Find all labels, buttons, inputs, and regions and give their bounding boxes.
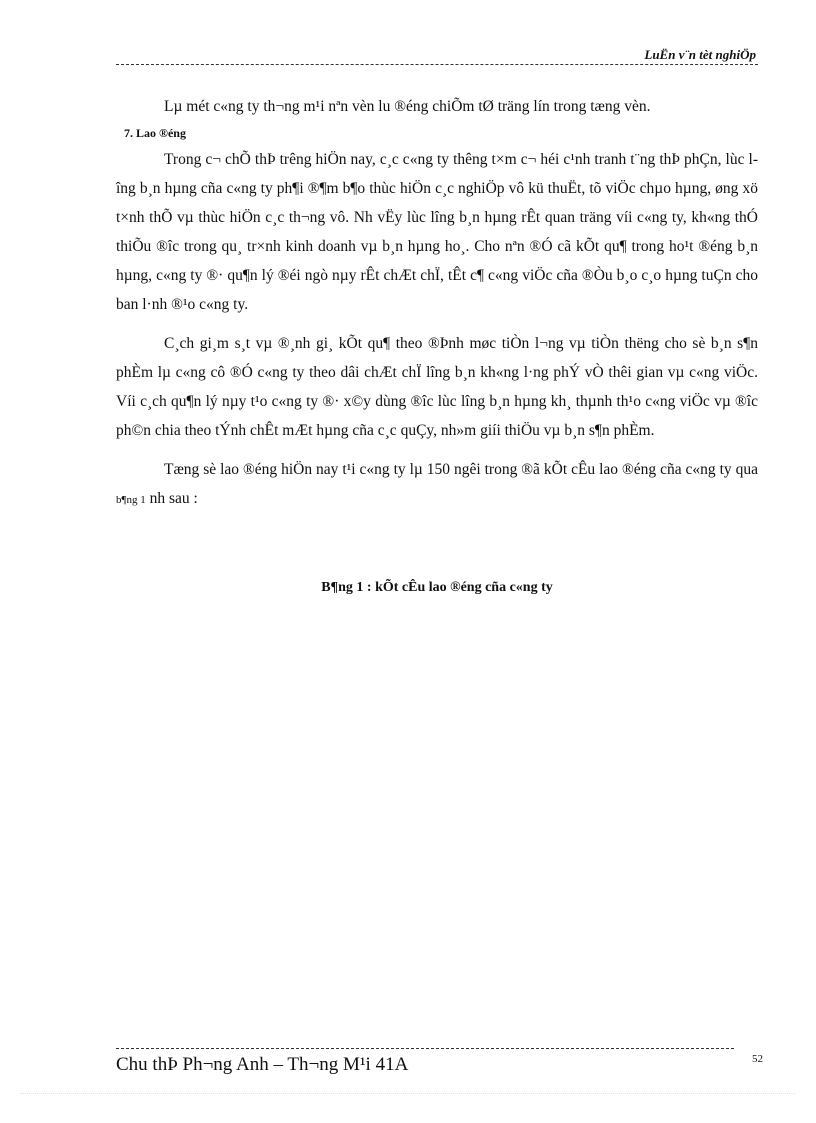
header-title: LuËn v¨n tèt nghiÖp [644, 47, 756, 62]
page-bottom-divider [20, 1093, 796, 1094]
table-caption: B¶ng 1 : kÕt cÊu lao ®éng cña c«ng ty [321, 580, 553, 595]
intro-line: Lµ mét c«ng ty th¬ng m¹i nªn vèn lu ®éng chiÕm tØ träng lín trong tæng vèn. [164, 98, 651, 115]
section-heading: 7. Lao ®éng [124, 126, 186, 140]
header-divider [116, 64, 758, 65]
document-body [116, 92, 758, 602]
paragraph-3-text: Tæng sè lao ®éng hiÖn nay t¹i c«ng ty lµ 150 ngêi trong ®ã kÕt cÊu lao ®éng cña c«ng ty qua [164, 461, 758, 478]
paragraph-2: C¸ch gi¸m s¸t vµ ®¸nh gi¸ kÕt qu¶ theo ®Þnh møc tiÒn l¬ng vµ tiÒn thëng cho sè b¸n s¶n phÈm lµ c«ng cô ®Ó c«ng ty theo dâi chÆt chÏ lîng b¸n kh«ng l·ng phÝ vÒ thêi gian vµ c«ng viÖc. Víi c¸ch qu¶n lý nµy t¹o c«ng ty ®· x©y dùng ®îc lùc lîng b¸n hµng kh¸ thµnh th¹o c«ng viÖc vµ ®îc ph©n chia theo tÝnh chÊt mÆt hµng cña c¸c quÇy, nh»m giíi thiÖu vµ b¸n s¶n phÈm. [116, 335, 758, 439]
paragraph-1: Trong c¬ chÕ thÞ trêng hiÖn nay, c¸c c«ng ty thêng t×m c¬ héi c¹nh tranh t¨ng thÞ phÇn, lùc lîng b¸n hµng cña c«ng ty ph¶i ®¶m b¶o thùc hiÖn c¸c nghiÖp vô kü thuËt, tõ viÖc chµo hµng, øng xö t×nh thÕ vµ thùc hiÖn c¸c th¬ng vô. Nh vËy lùc lîng b¸n hµng rÊt quan träng víi c«ng ty, kh«ng thÓ thiÕu ®îc trong qu¸ tr×nh kinh doanh vµ b¸n hµng ho¸. Cho nªn ®Ó cã kÕt qu¶ trong ho¹t ®éng b¸n hµng, c«ng ty ®· qu¶n lý ®éi ngò nµy rÊt chÆt chÏ, tÊt c¶ c«ng viÖc cña ®Òu b¸o c¸o hµng tuÇn cho ban l·nh ®¹o c«ng ty. [116, 151, 758, 313]
paragraph-3-end: nh sau : [145, 490, 198, 507]
paragraph-3 [116, 455, 758, 515]
page-number: 52 [752, 1053, 763, 1065]
table-reference: b¶ng 1 [116, 494, 146, 506]
footer-divider [116, 1048, 734, 1049]
footer-author: Chu thÞ Ph¬ng Anh – Th¬ng M¹i 41A [116, 1054, 409, 1075]
